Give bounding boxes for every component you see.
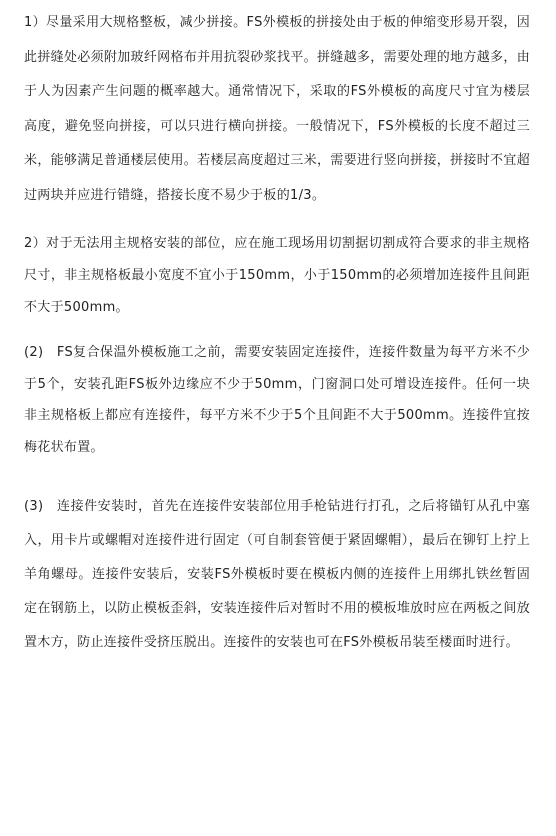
- document-body: [24, 0, 530, 660]
- paragraph-splicing: 1）尽量采用大规格整板，减少拼接。FS外模板的拼接处由于板的伸缩变形易开裂，因此拼缝处必须附加玻纤网格布并用抗裂砂浆找平。拼缝越多，需要处理的地方越多，由于人为因素产生问题的概率越大。通常情况下，采取的FS外模板的高度尺寸宜为楼层高度，避免竖向拼接，可以只进行横向拼接。一般情况下，FS外模板的长度不超过三米，能够满足普通楼层使用。若楼层高度超过三米，需要进行竖向拼接，拼接时不宜超过两块并应进行错缝，搭接长度不易少于板的1/3。: [24, 15, 530, 203]
- paragraph-connector-installation: (3) 连接件安装时，首先在连接件安装部位用手枪钻进行打孔，之后将锚钉从孔中塞入，用卡片或螺帽对连接件进行固定（可自制套管便于紧固螺帽），最后在铆钉上拧上羊角螺母。连接件安装后，安装FS外模板时要在模板内侧的连接件上用绑扎铁丝暂固定在钢筋上，以防止模板歪斜，安装连接件后对暂时不用的模板堆放时应在两板之间放置木方，防止连接件受挤压脱出。连接件的安装也可在FS外模板吊装至楼面时进行。: [24, 499, 530, 650]
- paragraph-non-standard-size: 2）对于无法用主规格安装的部位，应在施工现场用切割据切割成符合要求的非主规格尺寸，非主规格板最小宽度不宜小于150mm，小于150mm的必须增加连接件且间距不大于500mm。: [24, 236, 530, 315]
- paragraph-connector-requirements: (2) FS复合保温外模板施工之前，需要安装固定连接件，连接件数量为每平方米不少于5个，安装孔距FS板外边缘应不少于50mm，门窗洞口处可增设连接件。任何一块非主规格板上都应有连接件，每平方米不少于5个且间距不大于500mm。连接件宜按梅花状布置。: [24, 345, 530, 455]
